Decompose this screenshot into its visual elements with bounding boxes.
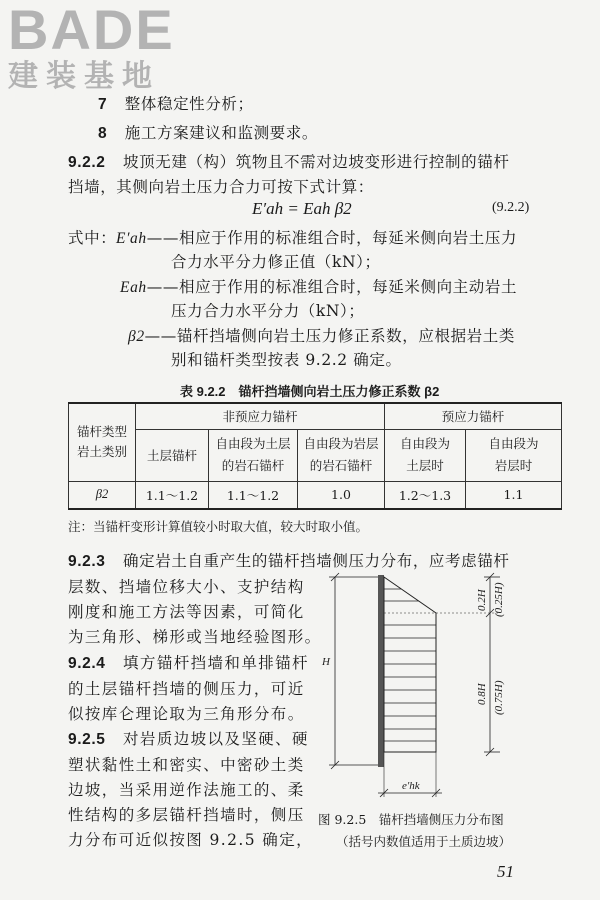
table-group-header-non-prestressed: 非预应力锚杆 [136, 403, 385, 429]
def-e-ah-l2: 压力合力水平分力（kN）； [171, 302, 365, 320]
where-label: 式中： [68, 229, 117, 247]
figure-subcaption: （括号内数值适用于土质边坡） [336, 834, 512, 849]
table-header: 自由段为 岩层时 [466, 429, 562, 481]
watermark-brand: BADE [8, 0, 175, 61]
label-bottom-fraction-soil: (0.75H) [493, 680, 505, 715]
section-9-2-4: 9.2.4 填方锚杆挡墙和单排锚杆 [68, 654, 309, 672]
table-note: 注：当锚杆变形计算值较小时取大值，较大时取小值。 [68, 519, 369, 534]
section-9-2-5-line: 性结构的多层锚杆挡墙时，侧压 [68, 806, 305, 824]
label-e-hk: e′hk [402, 780, 420, 792]
table-corner-header: 锚杆类型 岩土类别 [69, 403, 136, 481]
table-cell: 1.2～1.3 [385, 481, 466, 509]
table-cell: 1.0 [298, 481, 385, 509]
section-9-2-4-line: 的土层锚杆挡墙的侧压力，可近 [68, 680, 305, 698]
table-header: 自由段为岩层 的岩石锚杆 [298, 429, 385, 481]
section-9-2-4-line: 似按库仑理论取为三角形分布。 [68, 705, 305, 723]
equation-number: (9.2.2) [492, 200, 530, 215]
label-h: H [322, 656, 330, 668]
watermark-subtitle: 建装基地 [8, 59, 160, 94]
section-9-2-5-line: 力分布可近似按图 9.2.5 确定， [68, 831, 313, 849]
page-number: 51 [497, 862, 514, 881]
def-e-ah: Eah——相应于作用的标准组合时，每延米侧向主动岩土 [120, 278, 518, 296]
def-e-ah-prime-l2: 合力水平分力修正值（kN）； [171, 253, 381, 271]
list-item: 8 施工方案建议和监测要求。 [98, 124, 318, 142]
wall [378, 575, 384, 767]
formula: E′ah = Eah β2 [252, 199, 352, 218]
list-item: 7 整体稳定性分析； [98, 95, 254, 113]
section-9-2-3: 9.2.3 确定岩土自重产生的锚杆挡墙侧压力分布，应考虑锚杆 [68, 552, 510, 570]
label-top-fraction-soil: (0.25H) [493, 582, 505, 617]
pressure-polygon [384, 577, 436, 752]
label-top-fraction: 0.2H [476, 589, 488, 611]
coefficient-table [68, 402, 562, 510]
table-cell: 1.1～1.2 [136, 481, 209, 509]
label-bottom-fraction: 0.8H [476, 683, 488, 705]
table-cell: 1.1～1.2 [209, 481, 298, 509]
section-9-2-5-line: 边坡，当采用逆作法施工的、柔 [68, 781, 305, 799]
pressure-distribution-figure [320, 565, 550, 805]
def-beta2: β2——锚杆挡墙侧向岩土压力修正系数，应根据岩土类 [128, 327, 515, 345]
def-e-ah-prime: E′ah——相应于作用的标准组合时，每延米侧向岩土压力 [116, 229, 518, 247]
section-9-2-5-line: 塑状黏性土和密实、中密砂土类 [68, 756, 305, 774]
def-beta2-l2: 别和锚杆类型按表 9.2.2 确定。 [171, 351, 402, 369]
section-9-2-5: 9.2.5 对岩质边坡以及坚硬、硬 [68, 730, 309, 748]
table-header: 土层锚杆 [136, 429, 209, 481]
table-group-header-prestressed: 预应力锚杆 [385, 403, 562, 429]
table-row-label: β2 [69, 481, 136, 509]
figure-caption: 图 9.2.5 锚杆挡墙侧压力分布图 [318, 812, 504, 827]
table-cell: 1.1 [466, 481, 562, 509]
section-9-2-3-line: 层数、挡墙位移大小、支护结构 [68, 578, 305, 596]
table-header: 自由段为土层 的岩石锚杆 [209, 429, 298, 481]
section-9-2-2: 9.2.2 坡顶无建（构）筑物且不需对边坡变形进行控制的锚杆 [68, 153, 510, 171]
section-9-2-3-line: 刚度和施工方法等因素，可简化 [68, 603, 305, 621]
table-caption: 表 9.2.2 锚杆挡墙侧向岩土压力修正系数 β2 [180, 384, 440, 399]
section-9-2-2-line2: 挡墙，其侧向岩土压力合力可按下式计算： [68, 178, 374, 196]
section-9-2-3-line: 为三角形、梯形或当地经验图形。 [68, 628, 322, 646]
table-header: 自由段为 土层时 [385, 429, 466, 481]
watermark-logo [8, 2, 175, 94]
pressure-hatching [384, 589, 436, 741]
